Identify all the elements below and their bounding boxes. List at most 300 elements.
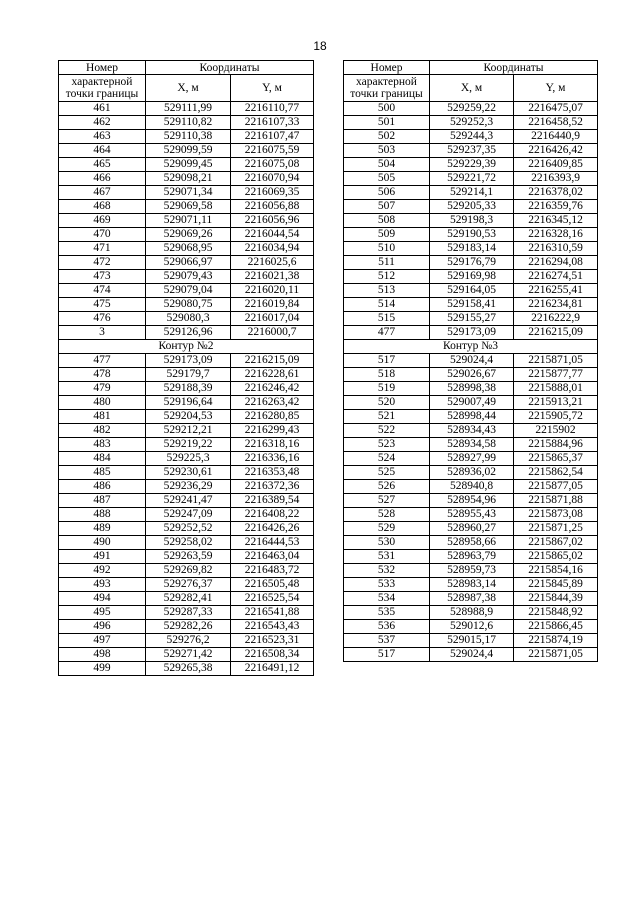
point-number-cell: 470 — [59, 228, 146, 242]
x-coordinate-cell: 529183,14 — [430, 242, 514, 256]
x-coordinate-cell: 529066,97 — [146, 256, 231, 270]
y-coordinate-cell: 2216019,84 — [231, 298, 314, 312]
y-coordinate-cell: 2216525,54 — [231, 592, 314, 606]
y-coordinate-cell: 2216294,08 — [514, 256, 598, 270]
point-number-cell: 491 — [59, 550, 146, 564]
y-coordinate-cell: 2216378,02 — [514, 186, 598, 200]
x-coordinate-cell: 529098,21 — [146, 172, 231, 186]
table-row — [59, 620, 314, 634]
y-coordinate-cell: 2216523,31 — [231, 634, 314, 648]
point-number-cell: 465 — [59, 158, 146, 172]
section-row — [344, 340, 598, 354]
y-coordinate-cell: 2216505,48 — [231, 578, 314, 592]
y-coordinate-cell: 2216444,53 — [231, 536, 314, 550]
point-number-cell: 506 — [344, 186, 430, 200]
table-row — [59, 130, 314, 144]
table-row — [59, 396, 314, 410]
point-number-cell: 461 — [59, 102, 146, 116]
table-row — [344, 578, 598, 592]
y-coordinate-cell: 2215845,89 — [514, 578, 598, 592]
table-row — [59, 326, 314, 340]
y-coordinate-cell: 2216475,07 — [514, 102, 598, 116]
table-row — [344, 214, 598, 228]
y-coordinate-cell: 2216408,22 — [231, 508, 314, 522]
x-coordinate-cell: 529205,33 — [430, 200, 514, 214]
y-coordinate-cell: 2215873,08 — [514, 508, 598, 522]
header-row-2 — [59, 75, 314, 102]
point-number-cell: 517 — [344, 354, 430, 368]
point-number-cell: 501 — [344, 116, 430, 130]
point-number-cell: 483 — [59, 438, 146, 452]
y-coordinate-cell: 2216440,9 — [514, 130, 598, 144]
y-coordinate-cell: 2216483,72 — [231, 564, 314, 578]
table-row — [344, 508, 598, 522]
header-row-1 — [344, 61, 598, 75]
table-row — [59, 242, 314, 256]
x-coordinate-cell: 529079,43 — [146, 270, 231, 284]
x-coordinate-cell: 529244,3 — [430, 130, 514, 144]
point-number-cell: 530 — [344, 536, 430, 550]
point-number-cell: 3 — [59, 326, 146, 340]
y-coordinate-cell: 2216426,42 — [514, 144, 598, 158]
point-number-cell: 517 — [344, 648, 430, 662]
table-row — [59, 102, 314, 116]
point-number-cell: 526 — [344, 480, 430, 494]
point-number-cell: 531 — [344, 550, 430, 564]
x-coordinate-cell: 529158,41 — [430, 298, 514, 312]
y-coordinate-cell: 2216353,48 — [231, 466, 314, 480]
table-row — [59, 662, 314, 676]
table-row — [344, 550, 598, 564]
y-coordinate-cell: 2216508,34 — [231, 648, 314, 662]
point-number-cell: 537 — [344, 634, 430, 648]
point-number-cell: 492 — [59, 564, 146, 578]
x-coordinate-cell: 529080,75 — [146, 298, 231, 312]
x-coordinate-cell: 529071,34 — [146, 186, 231, 200]
point-number-cell: 474 — [59, 284, 146, 298]
y-coordinate-cell: 2216409,85 — [514, 158, 598, 172]
point-header-line3: точки границы — [350, 88, 423, 100]
point-number-cell: 489 — [59, 522, 146, 536]
y-coordinate-cell: 2216345,12 — [514, 214, 598, 228]
table-row — [344, 116, 598, 130]
table-row — [59, 410, 314, 424]
point-header-line2: характерной — [71, 76, 133, 88]
x-coordinate-cell: 529265,38 — [146, 662, 231, 676]
table-row — [344, 648, 598, 662]
y-coordinate-cell: 2216336,16 — [231, 452, 314, 466]
point-number-cell: 493 — [59, 578, 146, 592]
x-coordinate-cell: 529068,95 — [146, 242, 231, 256]
point-number-cell: 502 — [344, 130, 430, 144]
y-coordinate-cell: 2216318,16 — [231, 438, 314, 452]
table-row — [59, 172, 314, 186]
table-row — [344, 354, 598, 368]
x-coordinate-cell: 529212,21 — [146, 424, 231, 438]
y-coordinate-cell: 2216021,38 — [231, 270, 314, 284]
y-coordinate-cell: 2215877,77 — [514, 368, 598, 382]
y-coordinate-cell: 2215877,05 — [514, 480, 598, 494]
x-coordinate-cell: 528987,38 — [430, 592, 514, 606]
x-coordinate-cell: 529236,29 — [146, 480, 231, 494]
y-coordinate-cell: 2216056,96 — [231, 214, 314, 228]
x-coordinate-cell: 529126,96 — [146, 326, 231, 340]
x-coordinate-cell: 529188,39 — [146, 382, 231, 396]
y-coordinate-cell: 2216280,85 — [231, 410, 314, 424]
table-row — [59, 270, 314, 284]
table-row — [59, 592, 314, 606]
table-row — [59, 634, 314, 648]
y-coordinate-cell: 2216222,9 — [514, 312, 598, 326]
y-coordinate-cell: 2215862,54 — [514, 466, 598, 480]
y-coordinate-cell: 2216543,43 — [231, 620, 314, 634]
point-number-cell: 485 — [59, 466, 146, 480]
point-number-cell: 533 — [344, 578, 430, 592]
x-header: X, м — [146, 75, 231, 102]
header-row-2 — [344, 75, 598, 102]
coordinates-header: Координаты — [146, 61, 314, 75]
y-coordinate-cell: 2216491,12 — [231, 662, 314, 676]
table-row — [59, 354, 314, 368]
point-number-cell: 510 — [344, 242, 430, 256]
y-coordinate-cell: 2215874,19 — [514, 634, 598, 648]
x-coordinate-cell: 528959,73 — [430, 564, 514, 578]
x-coordinate-cell: 529173,09 — [146, 354, 231, 368]
table-row — [344, 494, 598, 508]
x-coordinate-cell: 528998,44 — [430, 410, 514, 424]
x-coordinate-cell: 529271,42 — [146, 648, 231, 662]
x-coordinate-cell: 529263,59 — [146, 550, 231, 564]
point-number-cell: 464 — [59, 144, 146, 158]
y-coordinate-cell: 2216075,08 — [231, 158, 314, 172]
y-coordinate-cell: 2216215,09 — [514, 326, 598, 340]
table-row — [59, 550, 314, 564]
y-coordinate-cell: 2216299,43 — [231, 424, 314, 438]
table-row — [344, 228, 598, 242]
table-row — [344, 424, 598, 438]
x-coordinate-cell: 528963,79 — [430, 550, 514, 564]
x-coordinate-cell: 528927,99 — [430, 452, 514, 466]
table-row — [59, 466, 314, 480]
point-number-cell: 536 — [344, 620, 430, 634]
x-coordinate-cell: 529015,17 — [430, 634, 514, 648]
x-coordinate-cell: 529229,39 — [430, 158, 514, 172]
table-row — [344, 480, 598, 494]
coordinates-table-left — [58, 60, 314, 676]
x-coordinate-cell: 529110,82 — [146, 116, 231, 130]
y-coordinate-cell: 2216463,04 — [231, 550, 314, 564]
y-coordinate-cell: 2216034,94 — [231, 242, 314, 256]
y-coordinate-cell: 2216263,42 — [231, 396, 314, 410]
x-coordinate-cell: 529276,37 — [146, 578, 231, 592]
y-coordinate-cell: 2216107,47 — [231, 130, 314, 144]
point-number-cell: 500 — [344, 102, 430, 116]
y-coordinate-cell: 2216328,16 — [514, 228, 598, 242]
x-coordinate-cell: 529259,22 — [430, 102, 514, 116]
point-number-cell: 524 — [344, 452, 430, 466]
table-row — [59, 424, 314, 438]
x-coordinate-cell: 528983,14 — [430, 578, 514, 592]
x-coordinate-cell: 529024,4 — [430, 354, 514, 368]
point-number-cell: 463 — [59, 130, 146, 144]
y-coordinate-cell: 2215844,39 — [514, 592, 598, 606]
table-row — [59, 200, 314, 214]
table-row — [344, 200, 598, 214]
table-row — [344, 158, 598, 172]
table-row — [59, 494, 314, 508]
x-coordinate-cell: 528936,02 — [430, 466, 514, 480]
x-coordinate-cell: 529079,04 — [146, 284, 231, 298]
x-coordinate-cell: 529176,79 — [430, 256, 514, 270]
y-header: Y, м — [231, 75, 314, 102]
point-number-cell: 499 — [59, 662, 146, 676]
x-coordinate-cell: 529214,1 — [430, 186, 514, 200]
y-coordinate-cell: 2216025,6 — [231, 256, 314, 270]
y-coordinate-cell: 2215905,72 — [514, 410, 598, 424]
y-coordinate-cell: 2216458,52 — [514, 116, 598, 130]
point-number-cell: 508 — [344, 214, 430, 228]
point-number-cell: 469 — [59, 214, 146, 228]
table-row — [59, 116, 314, 130]
y-coordinate-cell: 2216426,26 — [231, 522, 314, 536]
point-number-cell: 525 — [344, 466, 430, 480]
table-row — [59, 312, 314, 326]
point-number-cell: 471 — [59, 242, 146, 256]
x-coordinate-cell: 529012,6 — [430, 620, 514, 634]
table-row — [59, 578, 314, 592]
point-number-cell: 513 — [344, 284, 430, 298]
point-number-cell: 462 — [59, 116, 146, 130]
point-number-cell: 498 — [59, 648, 146, 662]
section-row — [59, 340, 314, 354]
x-coordinate-cell: 529099,45 — [146, 158, 231, 172]
table-row — [344, 410, 598, 424]
x-coordinate-cell: 529173,09 — [430, 326, 514, 340]
point-number-cell: 472 — [59, 256, 146, 270]
x-coordinate-cell: 528998,38 — [430, 382, 514, 396]
table-row — [59, 382, 314, 396]
point-number-cell: 475 — [59, 298, 146, 312]
point-number-cell: 479 — [59, 382, 146, 396]
x-coordinate-cell: 529269,82 — [146, 564, 231, 578]
x-coordinate-cell: 529282,26 — [146, 620, 231, 634]
point-number-cell: 468 — [59, 200, 146, 214]
x-coordinate-cell: 528960,27 — [430, 522, 514, 536]
table-row — [59, 536, 314, 550]
table-row — [59, 228, 314, 242]
header-row-1 — [59, 61, 314, 75]
point-header-line1: Номер — [59, 61, 146, 75]
y-coordinate-cell: 2216255,41 — [514, 284, 598, 298]
y-coordinate-cell: 2216234,81 — [514, 298, 598, 312]
x-coordinate-cell: 529110,38 — [146, 130, 231, 144]
x-coordinate-cell: 529287,33 — [146, 606, 231, 620]
y-coordinate-cell: 2216056,88 — [231, 200, 314, 214]
x-coordinate-cell: 529225,3 — [146, 452, 231, 466]
table-row — [59, 480, 314, 494]
table-row — [59, 564, 314, 578]
point-number-cell: 507 — [344, 200, 430, 214]
point-number-cell: 529 — [344, 522, 430, 536]
table-row — [344, 284, 598, 298]
y-coordinate-cell: 2216228,61 — [231, 368, 314, 382]
x-coordinate-cell: 528958,66 — [430, 536, 514, 550]
y-coordinate-cell: 2215867,02 — [514, 536, 598, 550]
table-row — [344, 382, 598, 396]
x-coordinate-cell: 528940,8 — [430, 480, 514, 494]
x-coordinate-cell: 529282,41 — [146, 592, 231, 606]
x-coordinate-cell: 528934,58 — [430, 438, 514, 452]
y-coordinate-cell: 2216541,88 — [231, 606, 314, 620]
point-number-cell: 490 — [59, 536, 146, 550]
table-row — [344, 130, 598, 144]
x-header: X, м — [430, 75, 514, 102]
point-number-cell: 478 — [59, 368, 146, 382]
x-coordinate-cell: 529204,53 — [146, 410, 231, 424]
table-row — [344, 242, 598, 256]
y-coordinate-cell: 2216359,76 — [514, 200, 598, 214]
x-coordinate-cell: 529026,67 — [430, 368, 514, 382]
y-header: Y, м — [514, 75, 598, 102]
point-number-cell: 481 — [59, 410, 146, 424]
x-coordinate-cell: 529252,52 — [146, 522, 231, 536]
point-number-cell: 503 — [344, 144, 430, 158]
table-row — [344, 368, 598, 382]
point-number-cell: 527 — [344, 494, 430, 508]
table-row — [59, 508, 314, 522]
table-row — [344, 606, 598, 620]
point-number-cell: 494 — [59, 592, 146, 606]
x-coordinate-cell: 529190,53 — [430, 228, 514, 242]
table-row — [59, 368, 314, 382]
table-row — [59, 522, 314, 536]
y-coordinate-cell: 2216107,33 — [231, 116, 314, 130]
point-number-cell: 477 — [344, 326, 430, 340]
x-coordinate-cell: 529230,61 — [146, 466, 231, 480]
x-coordinate-cell: 529237,35 — [430, 144, 514, 158]
y-coordinate-cell: 2216389,54 — [231, 494, 314, 508]
table-row — [59, 284, 314, 298]
point-header-lines — [59, 75, 146, 102]
x-coordinate-cell: 529221,72 — [430, 172, 514, 186]
table-row — [59, 648, 314, 662]
x-coordinate-cell: 529164,05 — [430, 284, 514, 298]
point-number-cell: 473 — [59, 270, 146, 284]
y-coordinate-cell: 2216020,11 — [231, 284, 314, 298]
x-coordinate-cell: 528955,43 — [430, 508, 514, 522]
table-row — [59, 214, 314, 228]
y-coordinate-cell: 2215888,01 — [514, 382, 598, 396]
point-number-cell: 512 — [344, 270, 430, 284]
coordinates-header: Координаты — [430, 61, 598, 75]
table-row — [344, 452, 598, 466]
y-coordinate-cell: 2216069,35 — [231, 186, 314, 200]
point-number-cell: 466 — [59, 172, 146, 186]
x-coordinate-cell: 528954,96 — [430, 494, 514, 508]
y-coordinate-cell: 2216274,51 — [514, 270, 598, 284]
point-header-line3: точки границы — [65, 88, 139, 100]
x-coordinate-cell: 529155,27 — [430, 312, 514, 326]
x-coordinate-cell: 529276,2 — [146, 634, 231, 648]
point-number-cell: 518 — [344, 368, 430, 382]
y-coordinate-cell: 2216044,54 — [231, 228, 314, 242]
point-number-cell: 514 — [344, 298, 430, 312]
table-row — [344, 396, 598, 410]
point-number-cell: 532 — [344, 564, 430, 578]
point-number-cell: 480 — [59, 396, 146, 410]
table-row — [344, 536, 598, 550]
table-row — [344, 634, 598, 648]
table-row — [59, 438, 314, 452]
point-number-cell: 496 — [59, 620, 146, 634]
point-number-cell: 484 — [59, 452, 146, 466]
x-coordinate-cell: 529196,64 — [146, 396, 231, 410]
section-label: Контур №3 — [344, 340, 598, 354]
point-header-line2: характерной — [356, 76, 417, 88]
coordinates-table-right — [343, 60, 598, 662]
point-number-cell: 535 — [344, 606, 430, 620]
y-coordinate-cell: 2215871,05 — [514, 354, 598, 368]
point-number-cell: 534 — [344, 592, 430, 606]
y-coordinate-cell: 2215848,92 — [514, 606, 598, 620]
table-row — [59, 256, 314, 270]
y-coordinate-cell: 2216000,7 — [231, 326, 314, 340]
table-row — [59, 606, 314, 620]
x-coordinate-cell: 528934,43 — [430, 424, 514, 438]
x-coordinate-cell: 529007,49 — [430, 396, 514, 410]
page-number: 18 — [313, 39, 327, 53]
y-coordinate-cell: 2215865,37 — [514, 452, 598, 466]
point-number-cell: 523 — [344, 438, 430, 452]
y-coordinate-cell: 2216075,59 — [231, 144, 314, 158]
y-coordinate-cell: 2215871,05 — [514, 648, 598, 662]
point-number-cell: 515 — [344, 312, 430, 326]
y-coordinate-cell: 2216372,36 — [231, 480, 314, 494]
x-coordinate-cell: 529099,59 — [146, 144, 231, 158]
point-number-cell: 486 — [59, 480, 146, 494]
y-coordinate-cell: 2216310,59 — [514, 242, 598, 256]
y-coordinate-cell: 2216246,42 — [231, 382, 314, 396]
point-number-cell: 522 — [344, 424, 430, 438]
y-coordinate-cell: 2216017,04 — [231, 312, 314, 326]
table-row — [344, 172, 598, 186]
x-coordinate-cell: 529247,09 — [146, 508, 231, 522]
point-number-cell: 477 — [59, 354, 146, 368]
point-number-cell: 511 — [344, 256, 430, 270]
point-number-cell: 488 — [59, 508, 146, 522]
table-row — [59, 452, 314, 466]
table-row — [344, 298, 598, 312]
point-number-cell: 482 — [59, 424, 146, 438]
y-coordinate-cell: 2215884,96 — [514, 438, 598, 452]
table-row — [59, 144, 314, 158]
y-coordinate-cell: 2215871,25 — [514, 522, 598, 536]
table-row — [344, 102, 598, 116]
y-coordinate-cell: 2215871,88 — [514, 494, 598, 508]
x-coordinate-cell: 529169,98 — [430, 270, 514, 284]
x-coordinate-cell: 528988,9 — [430, 606, 514, 620]
y-coordinate-cell: 2215866,45 — [514, 620, 598, 634]
x-coordinate-cell: 529258,02 — [146, 536, 231, 550]
table-row — [59, 298, 314, 312]
point-number-cell: 487 — [59, 494, 146, 508]
y-coordinate-cell: 2216110,77 — [231, 102, 314, 116]
point-number-cell: 467 — [59, 186, 146, 200]
y-coordinate-cell: 2216070,94 — [231, 172, 314, 186]
point-header-line1: Номер — [344, 61, 430, 75]
x-coordinate-cell: 529080,3 — [146, 312, 231, 326]
x-coordinate-cell: 529071,11 — [146, 214, 231, 228]
